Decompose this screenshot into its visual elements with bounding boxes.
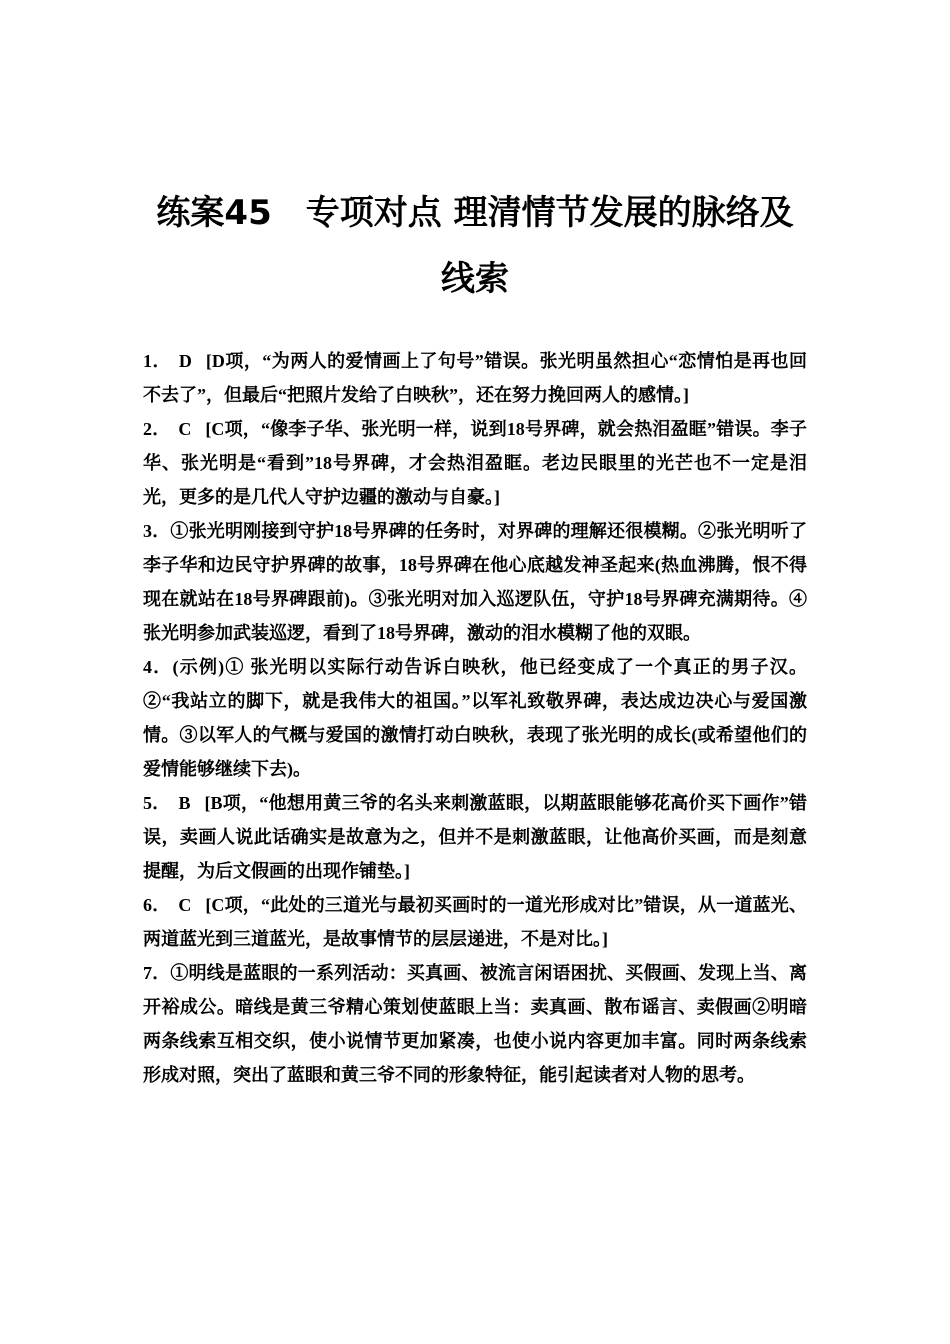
item-option: D <box>178 351 192 371</box>
item-text: [C项，“此处的三道光与最初买画时的一道光形成对比”错误，从一道蓝光、两道蓝光到三道蓝光，是故事情节的层层递进，不是对比。] <box>143 895 807 949</box>
item-number: 3． <box>143 521 171 541</box>
answer-item-6 <box>143 888 807 956</box>
item-option: B <box>178 793 191 813</box>
item-text: ①明线是蓝眼的一系列活动：买真画、被流言闲语困扰、买假画、发现上当、离开裕成公。暗线是黄三爷精心策划使蓝眼上当：卖真画、散布谣言、卖假画②明暗两条线索互相交织，使小说情节更加紧凑，也使小说内容更加丰富。同时两条线索形成对照，突出了蓝眼和黄三爷不同的形象特征，能引起读者对人物的思考。 <box>143 963 807 1085</box>
item-number: 5． <box>143 793 171 813</box>
item-option: C <box>178 419 192 439</box>
item-number: 4． <box>143 657 173 677</box>
answer-item-3 <box>143 514 807 650</box>
answer-item-2 <box>143 412 807 514</box>
item-number: 1． <box>143 351 171 371</box>
item-number: 6． <box>143 895 171 915</box>
answer-item-5 <box>143 786 807 888</box>
item-text: [C项，“像李子华、张光明一样，说到18号界碑，就会热泪盈眶”错误。李子华、张光明是“看到”18号界碑，才会热泪盈眶。老边民眼里的光芒也不一定是泪光，更多的是几代人守护边疆的激动与自豪。] <box>143 419 807 507</box>
item-text: ①张光明刚接到守护18号界碑的任务时，对界碑的理解还很模糊。②张光明听了李子华和边民守护界碑的故事，18号界碑在他心底越发神圣起来(热血沸腾，恨不得现在就站在18号界碑跟前)。③张光明对加入巡逻队伍，守护18号界碑充满期待。④张光明参加武装巡逻，看到了18号界碑，激动的泪水模糊了他的双眼。 <box>143 521 807 643</box>
item-number: 7． <box>143 963 171 983</box>
answer-item-1 <box>143 344 807 412</box>
item-text: [B项，“他想用黄三爷的名头来刺激蓝眼，以期蓝眼能够花高价买下画作”错误，卖画人说此话确实是故意为之，但并不是刺激蓝眼，让他高价买画，而是刻意提醒，为后文假画的出现作铺垫。] <box>143 793 807 881</box>
answer-list <box>143 344 807 1092</box>
answer-item-7 <box>143 956 807 1092</box>
item-option: C <box>178 895 192 915</box>
answer-item-4 <box>143 650 807 786</box>
item-text: [D项，“为两人的爱情画上了句号”错误。张光明虽然担心“恋情怕是再也回不去了”，但最后“把照片发给了白映秋”，还在努力挽回两人的感情。] <box>143 351 807 405</box>
page-title: 练案45 专项对点 理清情节发展的脉络及线索 <box>156 193 794 299</box>
item-text: (示例)① 张光明以实际行动告诉白映秋，他已经变成了一个真正的男子汉。②“我站立的脚下，就是我伟大的祖国。”以军礼致敬界碑，表达成边决心与爱国激情。③以军人的气概与爱国的激情打动白映秋，表现了张光明的成长(或希望他们的爱情能够继续下去)。 <box>143 657 807 779</box>
item-number: 2． <box>143 419 171 439</box>
